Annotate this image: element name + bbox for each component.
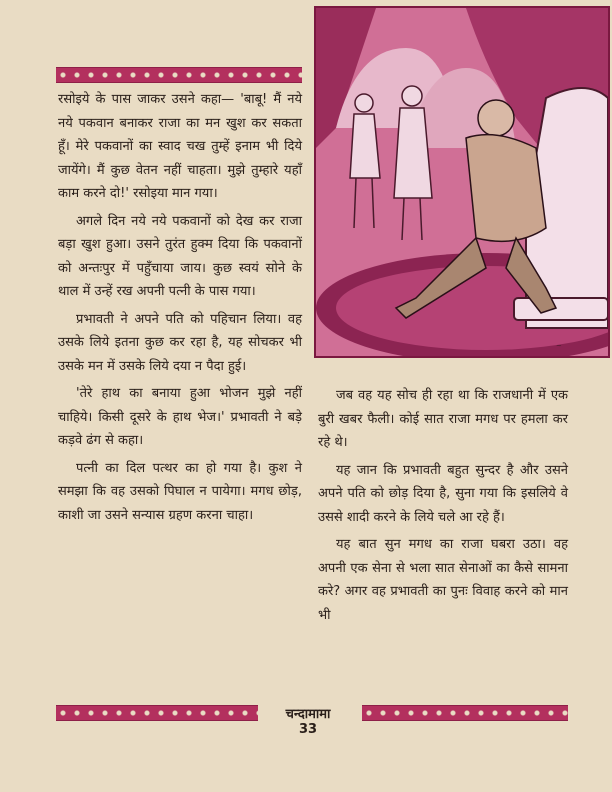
bottom-left-decorative-border [56,705,258,721]
paragraph: अगले दिन नये नये पकवानों को देख कर राजा बड़ा खुश हुआ। उसने तुरंत हुक्म दिया कि पकवानों को अन्तःपुर में पहुँचाया जाय। कुछ स्वयं सोने के थाल में उन्हें रख अपनी पत्नी के पास गया। [58,213,302,299]
svg-text:~: ~ [556,342,562,350]
paragraph: पत्नी का दिल पत्थर का हो गया है। कुश ने समझा कि वह उसको पिघाल न पायेगा। मगध छोड़, काशी जा उसने सन्यास ग्रहण करना चाहा। [58,460,302,523]
right-text-column [318,384,568,631]
left-text-column [58,88,302,531]
page-number: 33 [298,722,318,737]
top-decorative-border [56,67,302,83]
story-illustration [314,6,610,358]
paragraph: यह जान कि प्रभावती बहुत सुन्दर है और उसने अपने पति को छोड़ दिया है, सुना गया कि इसलिये वे उससे शादी करने के लिये चले आ रहे हैं। [318,462,568,525]
paragraph: रसोइये के पास जाकर उसने कहा— 'बाबू! मैं नये नये पकवान बनाकर राजा का मन खुश कर सकता हूँ। मेरे पकवानों का स्वाद चख तुम्हें इनाम भी दिये जायेंगे। मैं कुछ वेतन नहीं चाहता। मुझे तुम्हारे यहाँ काम करने दो!' रसोइया मान गया। [58,92,302,201]
magazine-title: चन्दामामा [285,707,331,722]
illustration-drawing [316,8,608,356]
paragraph: यह बात सुन मगध का राजा घबरा उठा। वह अपनी एक सेना से भला सात सेनाओं का कैसे सामना करे? अगर वह प्रभावती का पुनः विवाह करने को मान भी [318,537,568,623]
paragraph: जब वह यह सोच ही रहा था कि राजधानी में एक बुरी खबर फैली। कोई सात राजा मगध पर हमला कर रहे थे। [318,388,568,450]
paragraph: 'तेरे हाथ का बनाया हुआ भोजन मुझे नहीं चाहिये। किसी दूसरे के हाथ भेज।' प्रभावती ने बड़े कड़वे ढंग से कहा। [58,386,302,448]
bottom-right-decorative-border [362,705,568,721]
paragraph: प्रभावती ने अपने पति को पहिचान लिया। वह उसके लिये इतना कुछ कर रहा है, यह सोचकर भी उसके मन में उसके लिये दया न पैदा हुई। [58,311,302,374]
